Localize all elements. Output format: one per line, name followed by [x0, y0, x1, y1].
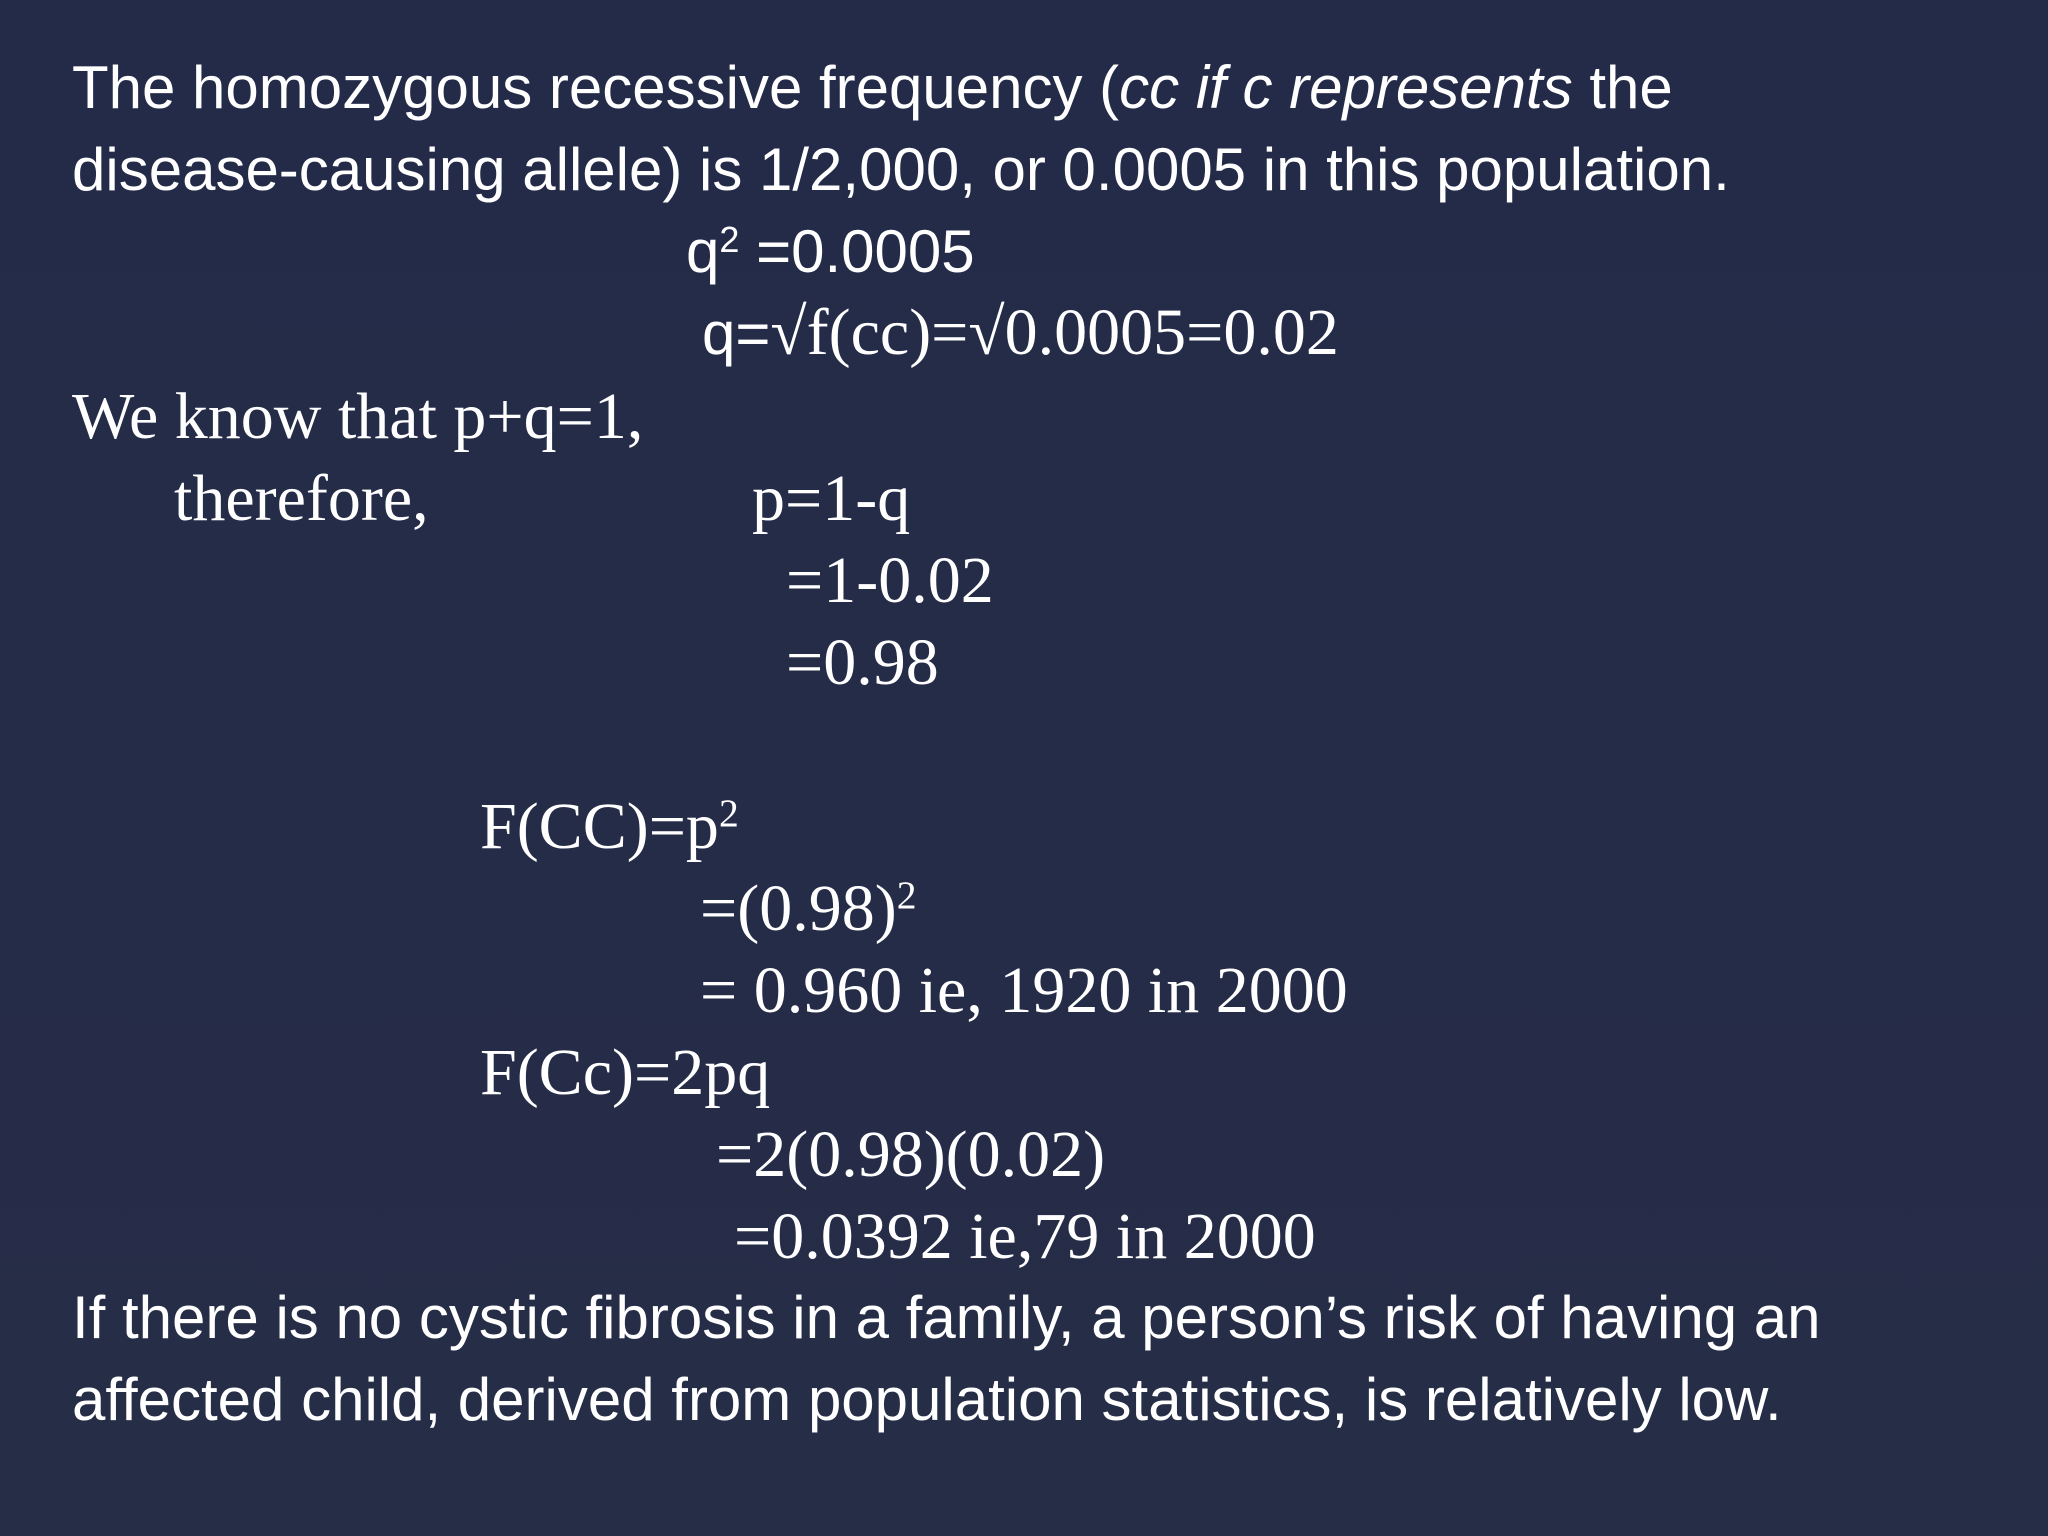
- q-squared-base: q: [686, 218, 720, 285]
- intro-line-1: [72, 54, 1673, 121]
- we-know-line: We know that p+q=1,: [72, 380, 644, 453]
- fcc-label: [480, 790, 739, 863]
- intro-line-1-italic: cc if c represents: [1119, 54, 1573, 121]
- fcc-step-1: [700, 872, 917, 945]
- q-squared-equation: [686, 218, 975, 285]
- intro-line-2: disease-causing allele) is 1/2,000, or 0.0005 in this population.: [72, 136, 1730, 203]
- q-squared-exponent: 2: [719, 219, 740, 261]
- fcc-het-step-1: =2(0.98)(0.02): [716, 1118, 1106, 1191]
- fcc-step-2: = 0.960 ie, 1920 in 2000: [700, 954, 1348, 1027]
- fcc-label-exponent: 2: [718, 791, 739, 836]
- intro-line-1-end: the: [1572, 54, 1673, 121]
- q-squared-value: =0.0005: [739, 218, 975, 285]
- therefore-label: therefore,: [174, 462, 429, 535]
- q-equation: [702, 296, 1339, 369]
- q-equation-value: √f(cc)=√0.0005=0.02: [770, 296, 1339, 369]
- fcc-het-label: F(Cc)=2pq: [480, 1036, 771, 1109]
- fcc-step-1-exponent: 2: [896, 873, 917, 918]
- p-equation: p=1-q: [752, 462, 911, 535]
- q-equation-prefix: q=: [702, 300, 771, 367]
- conclusion-line-1: If there is no cystic fibrosis in a family, a person’s risk of having an: [72, 1284, 1821, 1351]
- fcc-het-step-2: =0.0392 ie,79 in 2000: [734, 1200, 1316, 1273]
- p-step-2: =0.98: [786, 626, 939, 699]
- conclusion-line-2: affected child, derived from population statistics, is relatively low.: [72, 1366, 1782, 1433]
- fcc-step-1-base: =(0.98): [700, 872, 897, 945]
- p-step-1: =1-0.02: [786, 544, 994, 617]
- fcc-label-base: F(CC)=p: [480, 790, 719, 863]
- intro-line-1-start: The homozygous recessive frequency (: [72, 54, 1120, 121]
